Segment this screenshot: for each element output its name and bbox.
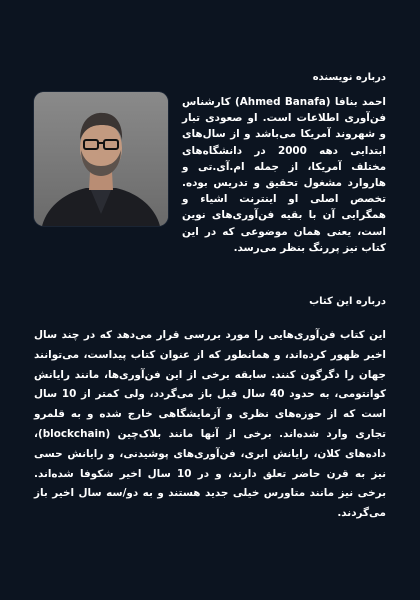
book-description-text: این کتاب فن‌آوری‌هایی را مورد بررسی قرار می‌دهد که در چند سال اخیر ظهور کرده‌اند، و همانطور که از عنوان کتاب پیداست، می‌توانند جهان را دگرگون کنند. سابقه برخی از این فن‌آوری‌ها، مانند رایانش کوانتومی، به حدود 40 سال قبل باز می‌گردد، ولی کمتر از 10 سال است که از حوزه‌های نظری و آزمایشگاهی خارج شده و به قلمرو تجاری وارد شده‌اند. برخی از آنها مانند بلاک‌چین (blockchain)، داده‌های کلان، رایانش ابری، فن‌آوری‌های پوشیدنی، و رایانش حسی نیز به قرن حاضر تعلق دارند، و در 10 سال اخیر شکوفا شده‌اند. برخی نیز مانند متاورس خیلی جدید هستند و به دو/سه سال اخیر باز می‌گردند.: [34, 329, 386, 520]
author-photo: [34, 92, 168, 226]
author-portrait-icon: [34, 92, 168, 226]
author-bio-text: احمد بنافا (Ahmed Banafa) کارشناس فن‌آوری اطلاعات است. او صعودی تبار و شهروند آمریکا می‌باشد و از سال‌های ابتدایی دهه 2000 در دانشگاه‌های مختلف آمریکا، از جمله ام.آی.تی و هاروارد مشغول تحقیق و تدریس بوده. تخصص اصلی او اینترنت اشیاء و همگرایی آن با بقیه فن‌آوری‌های نوین است، یعنی همان موضوعی که در این کتاب نیز پررنگ بنظر می‌رسد.: [182, 96, 386, 254]
book-section-title: درباره این کتاب: [309, 296, 386, 307]
author-section-title: درباره نویسنده: [312, 72, 386, 83]
